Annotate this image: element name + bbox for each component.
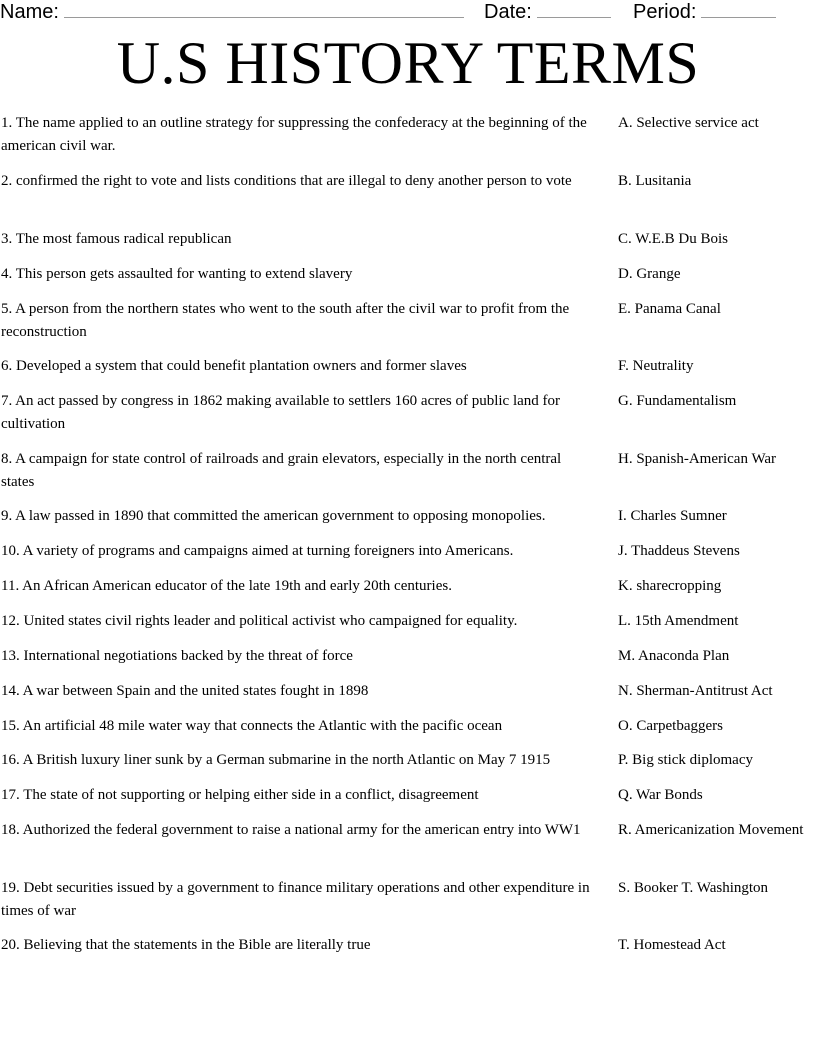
period-field[interactable]: [633, 0, 776, 23]
period-label: Period:: [633, 1, 697, 23]
answer-option: G. Fundamentalism: [618, 393, 737, 409]
question-text: 14. A war between Spain and the united states fought in 1898: [1, 683, 369, 699]
name-label: Name:: [0, 1, 59, 23]
question-text: 17. The state of not supporting or helping either side in a conflict, disagreement: [1, 787, 479, 803]
answer-option: J. Thaddeus Stevens: [618, 543, 740, 559]
answer-option: P. Big stick diplomacy: [618, 752, 753, 768]
question-text: 10. A variety of programs and campaigns aimed at turning foreigners into Americans.: [1, 543, 514, 559]
answer-option: H. Spanish-American War: [618, 451, 777, 467]
matching-row: [0, 784, 816, 819]
question-text: 16. A British luxury liner sunk by a German submarine in the north Atlantic on May 7 1915: [1, 752, 551, 768]
answer-option: M. Anaconda Plan: [618, 648, 730, 664]
name-blank-line[interactable]: [64, 0, 464, 18]
question-text: 18. Authorized the federal government to raise a national army for the american entry into WW1: [1, 822, 581, 838]
matching-row: [0, 448, 816, 505]
date-field[interactable]: [484, 0, 611, 23]
matching-row: [0, 298, 816, 355]
answer-option: Q. War Bonds: [618, 787, 703, 803]
matching-row: [0, 170, 816, 228]
question-text: 7. An act passed by congress in 1862 making available to settlers 160 acres of public land for cultivation: [1, 393, 561, 432]
answer-option: L. 15th Amendment: [618, 613, 739, 629]
question-text: 11. An African American educator of the late 19th and early 20th centuries.: [1, 578, 452, 594]
date-blank-line[interactable]: [537, 0, 611, 18]
matching-row: [0, 505, 816, 540]
answer-option: E. Panama Canal: [618, 301, 721, 317]
matching-row: [0, 819, 816, 877]
question-text: 6. Developed a system that could benefit plantation owners and former slaves: [1, 358, 467, 374]
date-label: Date:: [484, 1, 532, 23]
answer-option: T. Homestead Act: [618, 937, 726, 953]
answer-option: N. Sherman-Antitrust Act: [618, 683, 773, 699]
answer-option: A. Selective service act: [618, 115, 759, 131]
matching-row: [0, 263, 816, 298]
question-text: 13. International negotiations backed by the threat of force: [1, 648, 353, 664]
matching-list: [0, 112, 816, 969]
answer-option: D. Grange: [618, 266, 681, 282]
page-title: U.S HISTORY TERMS: [116, 30, 700, 96]
answer-option: K. sharecropping: [618, 578, 722, 594]
matching-row: [0, 645, 816, 680]
period-blank-line[interactable]: [701, 0, 776, 18]
name-field[interactable]: [0, 0, 464, 23]
matching-row: [0, 877, 816, 934]
question-text: 2. confirmed the right to vote and lists conditions that are illegal to deny another person to vote: [1, 173, 572, 189]
question-text: 9. A law passed in 1890 that committed the american government to opposing monopolies.: [1, 508, 546, 524]
matching-row: [0, 749, 816, 784]
answer-option: S. Booker T. Washington: [618, 880, 769, 896]
matching-row: [0, 228, 816, 263]
question-text: 5. A person from the northern states who went to the south after the civil war to profit from the reconstruction: [1, 301, 570, 340]
matching-row: [0, 540, 816, 575]
matching-row: [0, 112, 816, 170]
question-text: 12. United states civil rights leader and political activist who campaigned for equality.: [1, 613, 518, 629]
matching-row: [0, 610, 816, 645]
matching-row: [0, 934, 816, 969]
student-info-header: [0, 0, 816, 24]
question-text: 19. Debt securities issued by a government to finance military operations and other expenditure in times of war: [1, 880, 590, 919]
matching-row: [0, 390, 816, 448]
question-text: 15. An artificial 48 mile water way that connects the Atlantic with the pacific ocean: [1, 718, 503, 734]
question-text: 20. Believing that the statements in the Bible are literally true: [1, 937, 371, 953]
matching-row: [0, 575, 816, 610]
answer-option: I. Charles Sumner: [618, 508, 727, 524]
answer-option: R. Americanization Movement: [618, 822, 804, 838]
question-text: 4. This person gets assaulted for wanting to extend slavery: [1, 266, 353, 282]
matching-row: [0, 680, 816, 715]
question-text: 3. The most famous radical republican: [1, 231, 232, 247]
answer-option: C. W.E.B Du Bois: [618, 231, 729, 247]
answer-option: O. Carpetbaggers: [618, 718, 723, 734]
question-text: 1. The name applied to an outline strategy for suppressing the confederacy at the beginning of the american civil war.: [1, 115, 587, 154]
answer-option: F. Neutrality: [618, 358, 694, 374]
matching-row: [0, 715, 816, 749]
answer-option: B. Lusitania: [618, 173, 692, 189]
question-text: 8. A campaign for state control of railroads and grain elevators, especially in the north central states: [1, 451, 562, 490]
matching-row: [0, 355, 816, 390]
